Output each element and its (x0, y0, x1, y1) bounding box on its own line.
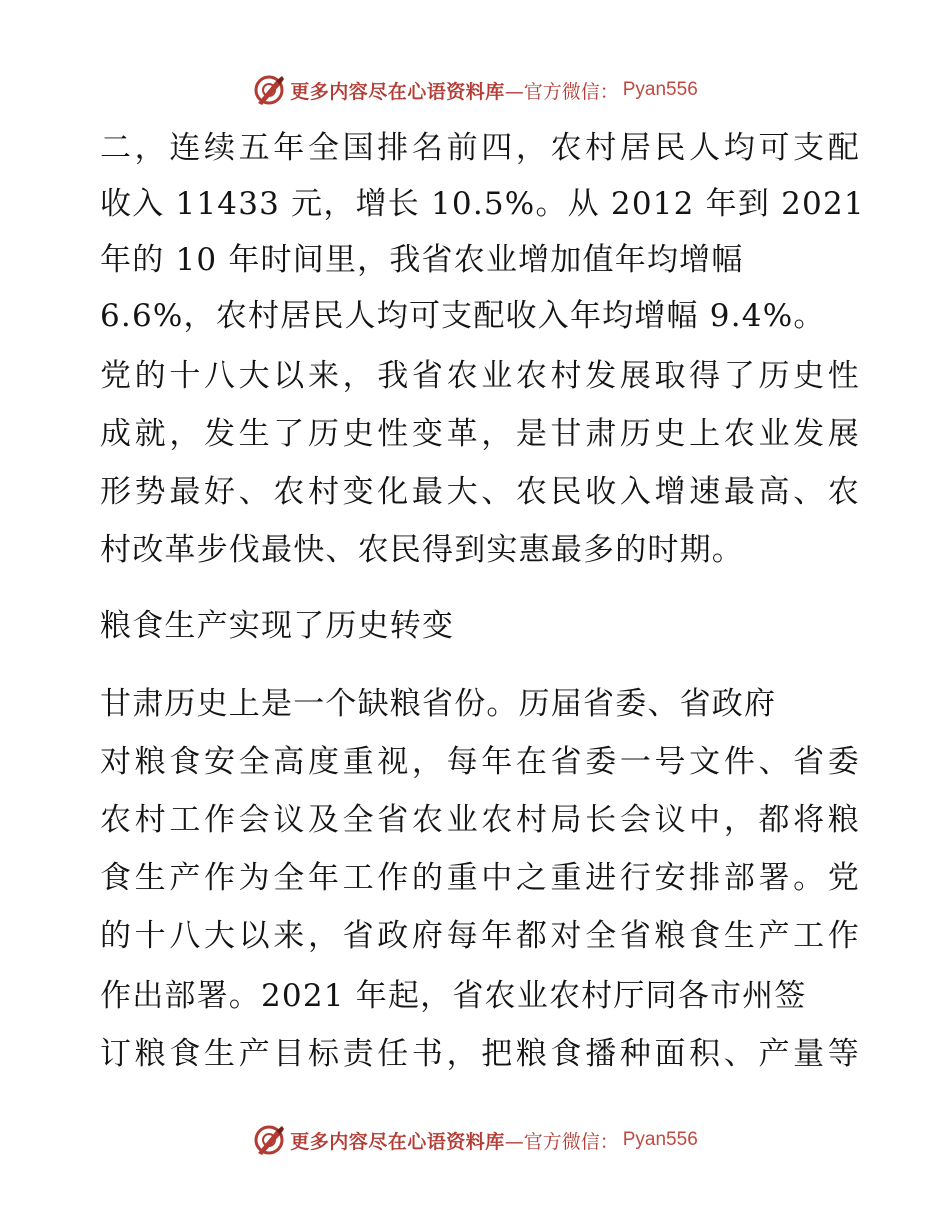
watermark-official-label: —官方微信： (504, 80, 619, 103)
text-line: 成就，发生了历史性变革，是甘肃历史上农业发展 (100, 416, 860, 452)
text-line: 党的十八大以来，我省农业农村发展取得了历史性 (100, 358, 860, 394)
text-line: 村改革步伐最快、农民得到实惠最多的时期。 (100, 532, 744, 568)
text-line: 形势最好、农村变化最大、农民收入增速最高、农 (100, 474, 860, 510)
watermark-brand: 更多内容尽在心语资料库 (290, 1130, 505, 1153)
header-watermark (0, 70, 950, 110)
watermark-brand: 更多内容尽在心语资料库 (290, 80, 505, 103)
watermark-wechat-id: Pyan556 (622, 1129, 698, 1150)
footer-watermark (0, 1120, 950, 1160)
section-heading: 粮食生产实现了历史转变 (100, 608, 455, 644)
text-line: 对粮食安全高度重视，每年在省委一号文件、省委 (100, 744, 860, 780)
text-line: 农村工作会议及全省农业农村局长会议中，都将粮 (100, 802, 860, 838)
text-line: 订粮食生产目标责任书，把粮食播种面积、产量等 (100, 1036, 860, 1072)
text-line: 年的 10 年时间里，我省农业增加值年均增幅 (100, 242, 744, 278)
text-line: 的十八大以来，省政府每年都对全省粮食生产工作 (100, 918, 860, 954)
text-line: 甘肃历史上是一个缺粮省份。历届省委、省政府 (100, 686, 777, 722)
pen-logo-icon (252, 1123, 286, 1157)
text-line: 二，连续五年全国排名前四，农村居民人均可支配 (100, 130, 860, 166)
watermark-official-label: —官方微信： (504, 1130, 619, 1153)
text-line: 6.6%，农村居民人均可支配收入年均增幅 9.4%。 (100, 298, 826, 334)
pen-logo-icon (252, 73, 286, 107)
text-line: 收入 11433 元，增长 10.5%。从 2012 年到 2021 (100, 186, 865, 222)
text-line: 食生产作为全年工作的重中之重进行安排部署。党 (100, 860, 860, 896)
watermark-wechat-id: Pyan556 (622, 79, 698, 100)
text-line: 作出部署。2021 年起，省农业农村厅同各市州签 (100, 978, 807, 1014)
